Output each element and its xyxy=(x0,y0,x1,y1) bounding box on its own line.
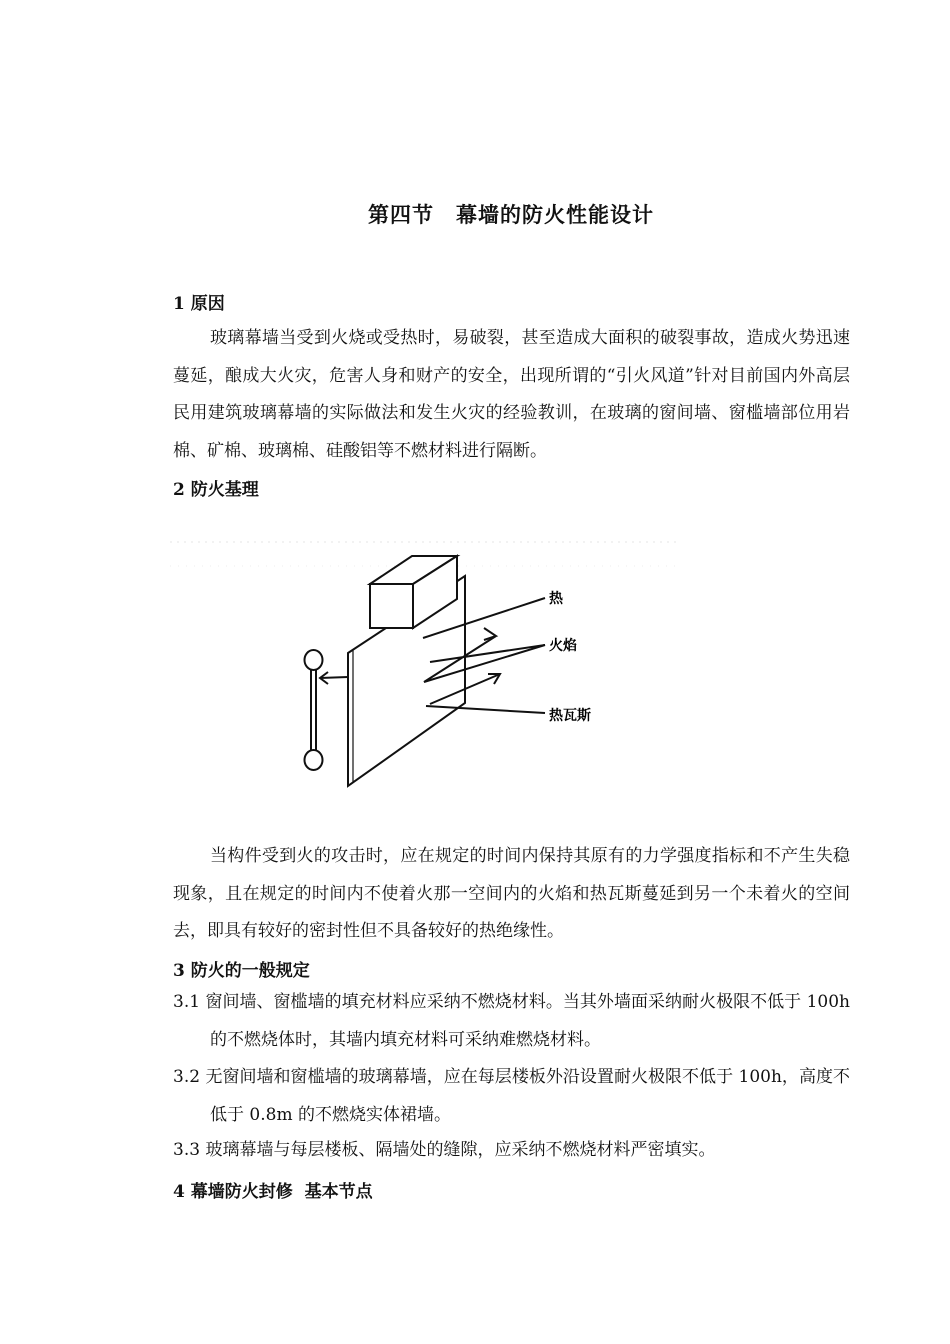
list-item: 3.1 窗间墙、窗槛墙的填充材料应采纳不燃烧材料。当其外墙面采纳耐火极限不低于 100h 的不燃烧体时，其墙内填充材料可采纳难燃烧材料。 xyxy=(173,992,850,1050)
section-4-heading: 4 幕墙防火封修 基本节点 xyxy=(173,1182,373,1202)
page-title: 第四节 幕墙的防火性能设计 xyxy=(368,202,654,227)
list-item: 3.3 玻璃幕墙与每层楼板、隔墙处的缝隙，应采纳不燃烧材料严密填实。 xyxy=(173,1140,716,1160)
section-2-paragraph: 当构件受到火的攻击时，应在规定的时间内保持其原有的力学强度指标和不产生失稳现象，且在规定的时间内不使着火那一空间内的火焰和热瓦斯蔓延到另一个未着火的空间去，即具有较好的密封性但不具备较好的热绝缘性。 xyxy=(173,846,850,941)
column-member xyxy=(305,650,323,770)
list-item: 3.2 无窗间墙和窗槛墙的玻璃幕墙，应在每层楼板外沿设置耐火极限不低于 100h，高度不低于 0.8m 的不燃烧实体裙墙。 xyxy=(173,1067,850,1125)
label-flame: 火焰 xyxy=(549,638,577,654)
section-1-paragraph: 玻璃幕墙当受到火烧或受热时，易破裂，甚至造成大面积的破裂事故，造成火势迅速蔓延，酿成大火灾，危害人身和财产的安全，出现所谓的“引火风道”针对目前国内外高层民用建筑玻璃幕墙的实际做法和发生火灾的经验教训，在玻璃的窗间墙、窗槛墙部位用岩棉、矿棉、玻璃棉、硅酸铝等不燃材料进行隔断。 xyxy=(173,328,850,461)
section-2-heading: 2 防火基理 xyxy=(173,480,259,500)
fire-mechanism-figure xyxy=(170,498,690,798)
label-hot-gas: 热瓦斯 xyxy=(549,708,591,724)
label-heat: 热 xyxy=(549,591,563,607)
section-3-heading: 3 防火的一般规定 xyxy=(173,961,310,981)
section-1-heading: 1 原因 xyxy=(173,294,225,314)
